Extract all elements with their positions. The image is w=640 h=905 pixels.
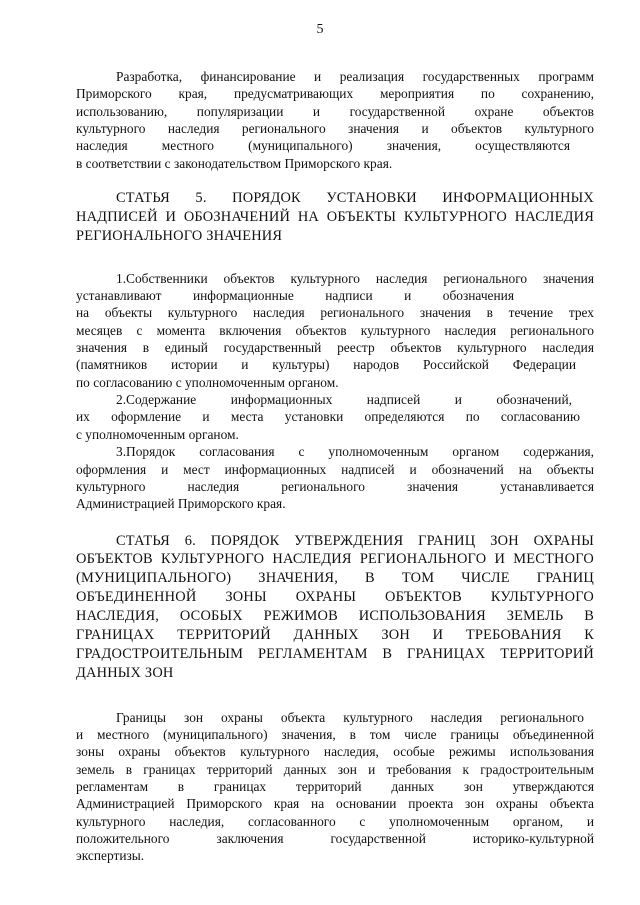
text-line: 2.Содержание информационных надписей и обозначений, — [116, 392, 572, 408]
text-line: регламентам в границах территорий данных зон утверждаются — [76, 779, 594, 795]
article-6-body — [76, 709, 594, 865]
article-5-item-3 — [76, 443, 594, 512]
article-5-item-1 — [76, 270, 594, 391]
text-line: Администрацией Приморского края на основании проекта зон охраны объекта — [76, 796, 594, 812]
text-line: Администрацией Приморского края. — [76, 496, 286, 512]
text-line: с уполномоченным органом. — [76, 426, 239, 442]
heading-line: (МУНИЦИПАЛЬНОГО) ЗНАЧЕНИЯ, В ТОМ ЧИСЛЕ ГРАНИЦ — [76, 570, 594, 587]
intro-paragraph — [76, 68, 594, 172]
heading-line: СТАТЬЯ 5. ПОРЯДОК УСТАНОВКИ ИНФОРМАЦИОННЫХ — [116, 190, 594, 207]
text-line: значения в единый государственный реестр объектов культурного наследия — [76, 340, 594, 356]
text-line: на объекты культурного наследия регионального значения в течение трех — [76, 305, 594, 321]
text-line: культурного наследия, согласованного с уполномоченным органом, и — [76, 813, 594, 829]
text-line: экспертизы. — [76, 848, 145, 864]
heading-line: ДАННЫХ ЗОН — [76, 664, 174, 681]
text-line: (памятников истории и культуры) народов Российской Федерации — [76, 357, 576, 373]
text-line: Приморского края, предусматривающих мероприятия по сохранению, — [76, 86, 594, 102]
page-number: 5 — [316, 22, 324, 37]
document-body — [76, 68, 594, 865]
text-line: 1.Собственники объектов культурного наследия регионального значения — [116, 270, 594, 286]
text-line: Разработка, финансирование и реализация государственных программ — [116, 69, 594, 84]
text-line: по согласованию с уполномоченным органом. — [76, 374, 339, 390]
text-line: культурного наследия регионального значения устанавливается — [76, 478, 594, 494]
heading-line: ОБЪЕКТОВ КУЛЬТУРНОГО НАСЛЕДИЯ РЕГИОНАЛЬНОГО И МЕСТНОГО — [76, 551, 594, 568]
text-line: зоны охраны объектов культурного наследия, особые режимы использования — [76, 744, 594, 760]
text-line: наследия местного (муниципального) значения, осуществляются — [76, 138, 570, 154]
heading-line: НАДПИСЕЙ И ОБОЗНАЧЕНИЙ НА ОБЪЕКТЫ КУЛЬТУРНОГО НАСЛЕДИЯ — [76, 208, 594, 225]
text-line: и местного (муниципального) значения, в том числе границы объединенной — [76, 727, 594, 743]
heading-line: СТАТЬЯ 6. ПОРЯДОК УТВЕРЖДЕНИЯ ГРАНИЦ ЗОН ОХРАНЫ — [116, 532, 594, 549]
article-6-heading — [76, 532, 594, 683]
text-line: культурного наследия регионального значения и объектов культурного — [76, 121, 594, 137]
heading-line: ОБЪЕДИНЕННОЙ ЗОНЫ ОХРАНЫ ОБЪЕКТОВ КУЛЬТУРНОГО — [76, 589, 594, 606]
text-line: использованию, популяризации и государственной охране объектов — [76, 103, 594, 119]
article-5-heading — [76, 189, 594, 246]
article-5-item-2 — [76, 391, 594, 443]
text-line: Границы зон охраны объекта культурного наследия регионального — [116, 709, 584, 725]
heading-line: ГРАНИЦАХ ТЕРРИТОРИЙ ДАННЫХ ЗОН И ТРЕБОВАНИЯ К — [76, 627, 594, 643]
heading-line: ГРАДОСТРОИТЕЛЬНЫМ РЕГЛАМЕНТАМ В ГРАНИЦАХ ТЕРРИТОРИЙ — [76, 645, 594, 662]
text-line: их оформление и места установки определяются по согласованию — [76, 409, 580, 425]
text-line: оформления и мест информационных надписей и обозначений на объекты — [76, 461, 594, 477]
text-line: месяцев с момента включения объектов культурного наследия регионального — [76, 322, 594, 338]
heading-line: НАСЛЕДИЯ, ОСОБЫХ РЕЖИМОВ ИСПОЛЬЗОВАНИЯ ЗЕМЕЛЬ В — [76, 608, 594, 625]
text-line: положительного заключения государственной историко-культурной — [76, 831, 594, 847]
text-line: 3.Порядок согласования с уполномоченным органом содержания, — [116, 444, 594, 460]
text-line: земель в границах территорий данных зон и требования к градостроительным — [76, 761, 594, 777]
text-line: в соответствии с законодательством Приморского края. — [76, 155, 393, 171]
text-line: устанавливают информационные надписи и обозначения — [76, 288, 514, 304]
heading-line: РЕГИОНАЛЬНОГО ЗНАЧЕНИЯ — [76, 227, 283, 244]
